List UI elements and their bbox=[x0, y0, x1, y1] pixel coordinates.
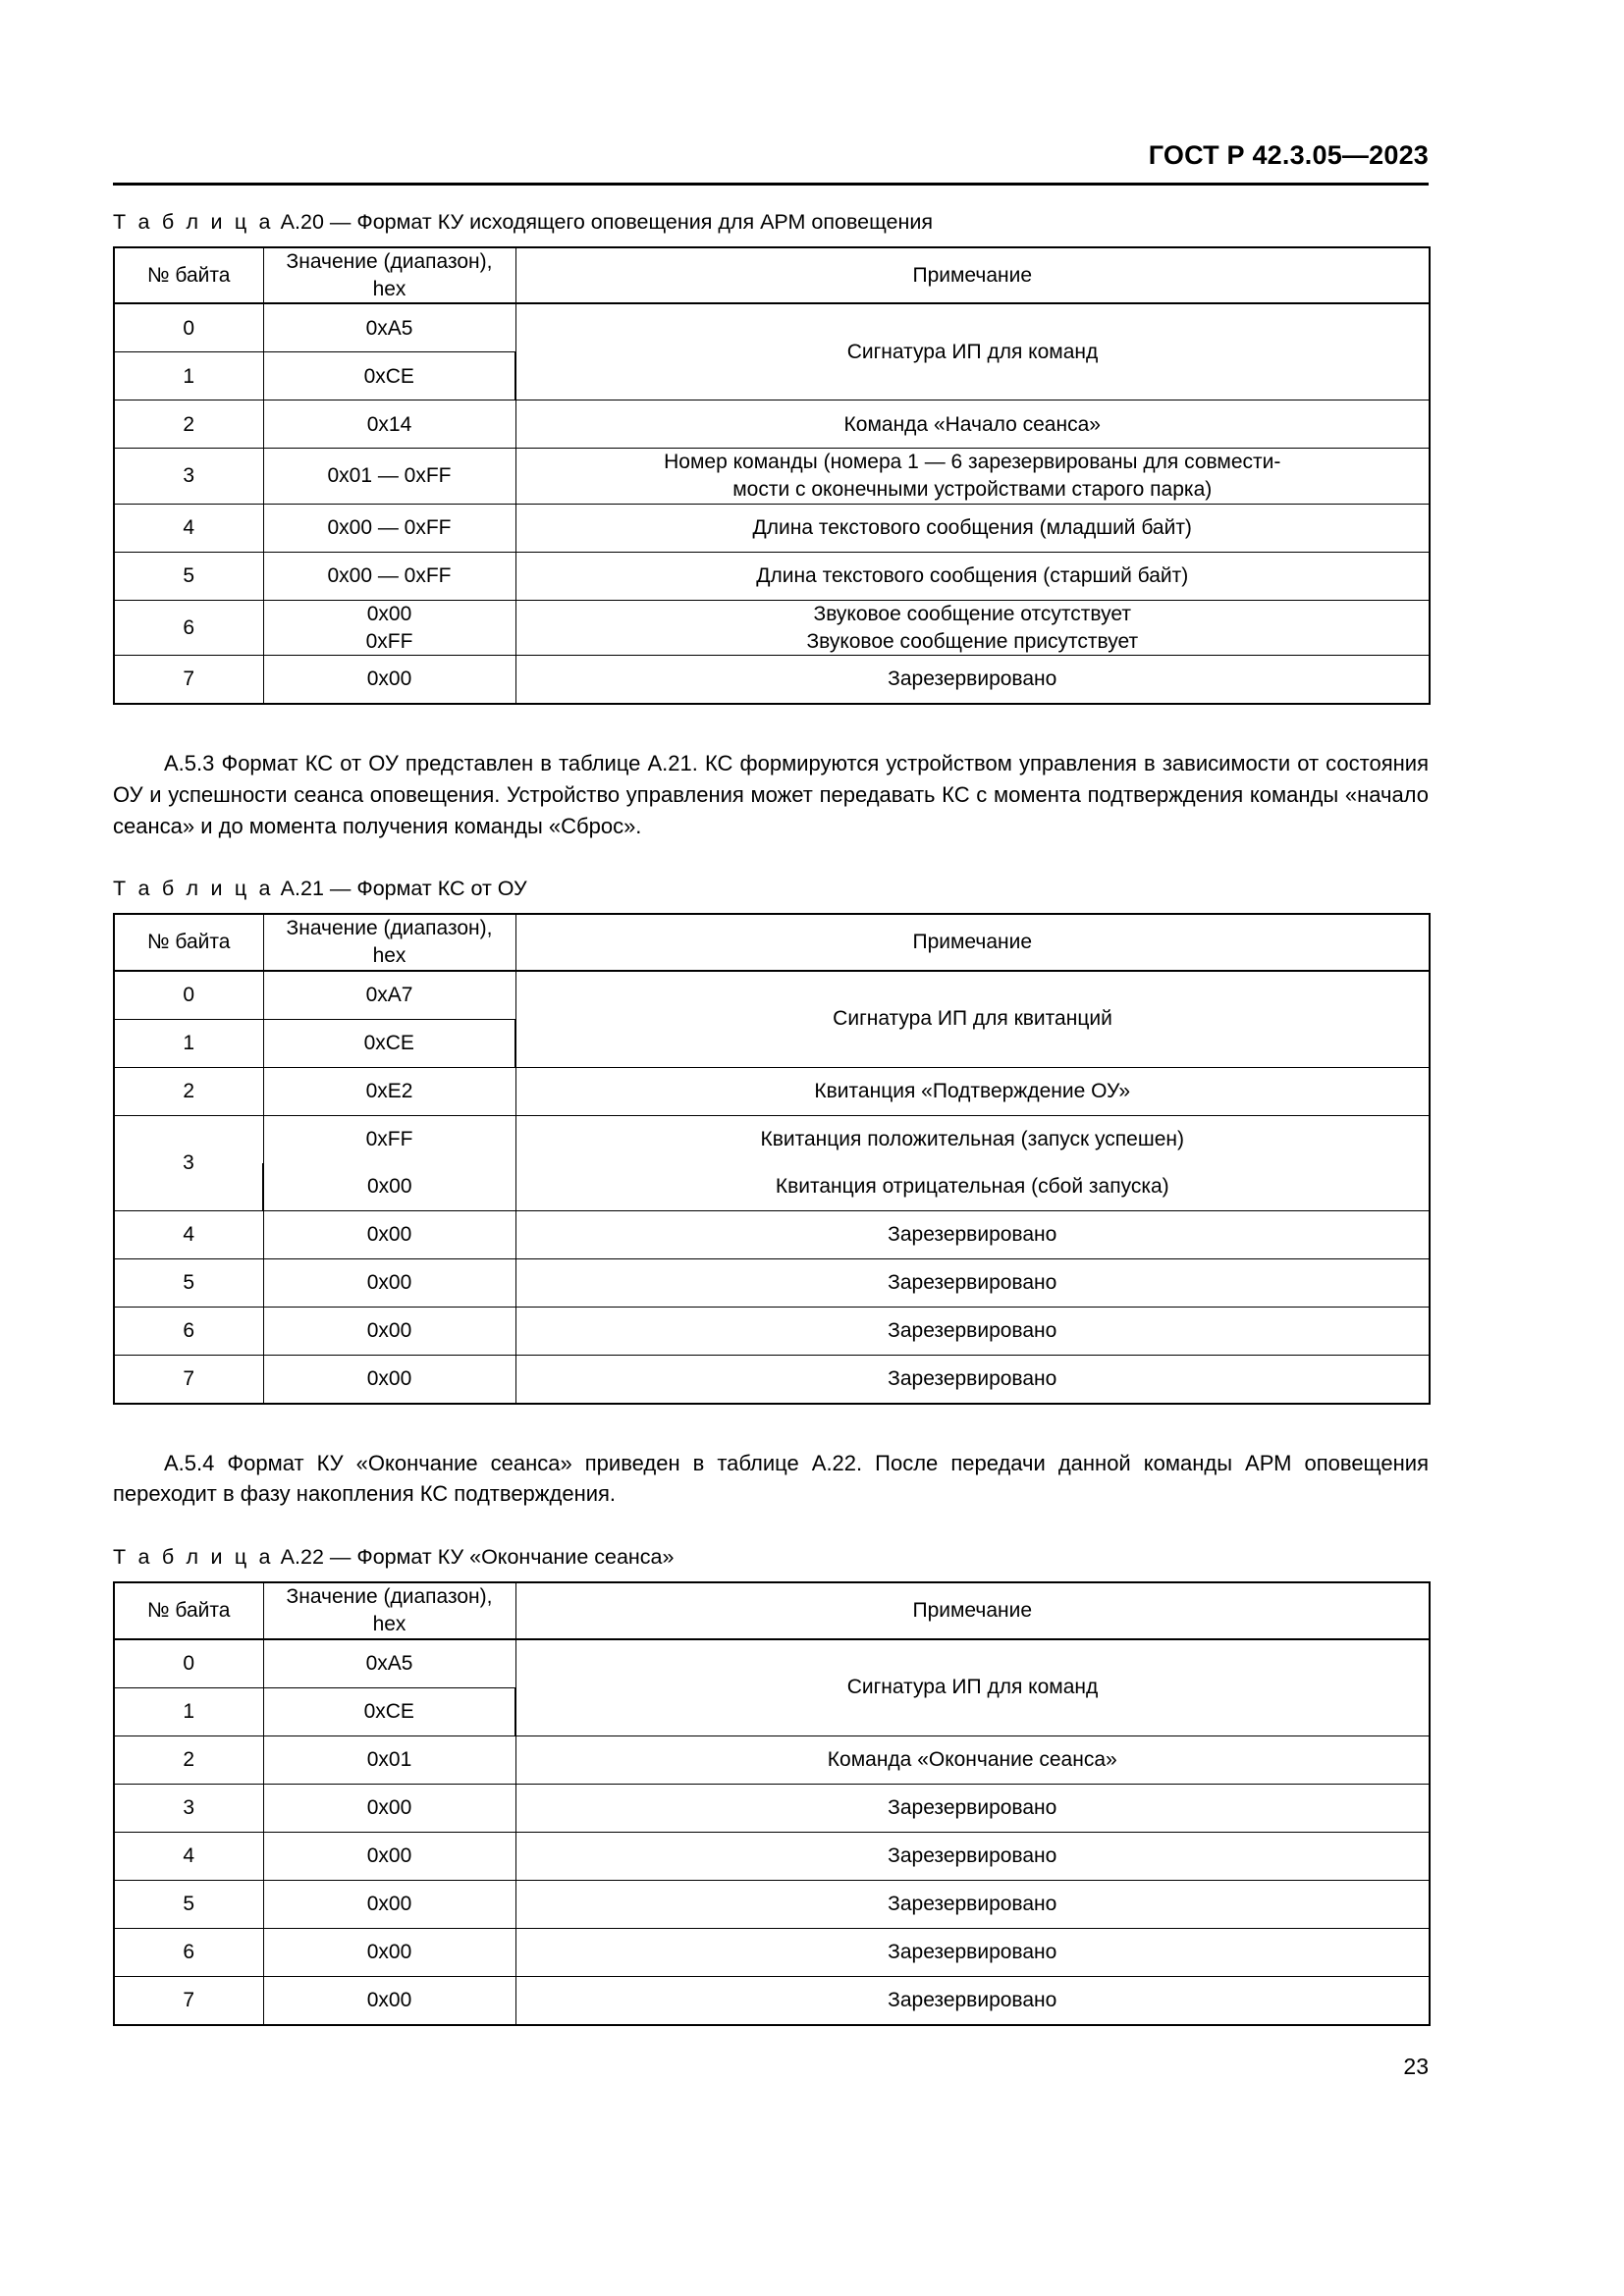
cell-value: 0x00 bbox=[263, 1307, 515, 1355]
page-content bbox=[113, 210, 1429, 2026]
table-a22-caption-title: Формат КУ «Окончание сеанса» bbox=[356, 1545, 675, 1570]
table-a20-caption-title: Формат КУ исходящего оповещения для АРМ оповещения bbox=[356, 210, 934, 234]
table-a20 bbox=[113, 246, 1431, 705]
cell-note: Сигнатура ИП для команд bbox=[515, 1639, 1430, 1736]
cell-value: 0xA5 bbox=[263, 303, 515, 352]
table-a21-caption-dash: — bbox=[329, 877, 352, 901]
cell-byte: 0 bbox=[114, 303, 263, 352]
cell-note: Зарезервировано bbox=[515, 1928, 1430, 1976]
cell-note-line-2: Звуковое сообщение присутствует bbox=[806, 629, 1139, 653]
cell-value: 0xCE bbox=[263, 352, 515, 400]
table-row bbox=[114, 1928, 1430, 1976]
cell-byte: 2 bbox=[114, 1735, 263, 1784]
cell-note: Квитанция отрицательная (сбой запуска) bbox=[515, 1163, 1430, 1211]
table-a21-header-row bbox=[114, 914, 1430, 970]
table-a20-caption-number: А.20 bbox=[280, 210, 324, 234]
cell-byte: 6 bbox=[114, 600, 263, 655]
table-a22 bbox=[113, 1581, 1431, 2025]
cell-byte: 4 bbox=[114, 1832, 263, 1880]
cell-value: 0x00 — 0xFF bbox=[263, 504, 515, 552]
table-a21-col-note: Примечание bbox=[515, 914, 1430, 970]
cell-value: 0xA5 bbox=[263, 1639, 515, 1688]
table-a20-col-value: Значение (диапазон), hex bbox=[263, 247, 515, 303]
cell-byte: 0 bbox=[114, 971, 263, 1020]
cell-byte: 1 bbox=[114, 1687, 263, 1735]
cell-note: Длина текстового сообщения (старший байт) bbox=[515, 552, 1430, 600]
table-a22-caption-label: Т а б л и ц а bbox=[113, 1545, 274, 1570]
cell-note-line-1: Номер команды (номера 1 — 6 зарезервированы для совмести- bbox=[664, 451, 1281, 474]
table-row bbox=[114, 1115, 1430, 1163]
table-a21-caption bbox=[113, 877, 1429, 901]
cell-note: Зарезервировано bbox=[515, 1784, 1430, 1832]
cell-value: 0xCE bbox=[263, 1687, 515, 1735]
cell-byte: 7 bbox=[114, 656, 263, 705]
running-head: ГОСТ Р 42.3.05—2023 bbox=[1148, 140, 1429, 170]
table-row bbox=[114, 971, 1430, 1020]
cell-note: Квитанция положительная (запуск успешен) bbox=[515, 1115, 1430, 1163]
table-row bbox=[114, 1355, 1430, 1404]
table-a22-col-byte: № байта bbox=[114, 1582, 263, 1638]
table-a21-col-value: Значение (диапазон), hex bbox=[263, 914, 515, 970]
cell-byte: 3 bbox=[114, 1784, 263, 1832]
cell-value: 0x00 bbox=[263, 1928, 515, 1976]
cell-note: Зарезервировано bbox=[515, 656, 1430, 705]
cell-value: 0x00 bbox=[263, 1880, 515, 1928]
cell-note bbox=[515, 600, 1430, 655]
table-row bbox=[114, 1832, 1430, 1880]
cell-note bbox=[515, 449, 1430, 504]
table-a20-caption-dash: — bbox=[329, 210, 352, 234]
cell-value-line-1: 0x00 bbox=[366, 602, 412, 625]
table-a21-caption-title: Формат КС от ОУ bbox=[356, 877, 527, 901]
table-a20-header-row bbox=[114, 247, 1430, 303]
spacer bbox=[113, 705, 1429, 748]
cell-note: Сигнатура ИП для команд bbox=[515, 303, 1430, 400]
table-a21 bbox=[113, 913, 1431, 1404]
table-row bbox=[114, 449, 1430, 504]
table-a20-col-note: Примечание bbox=[515, 247, 1430, 303]
table-row bbox=[114, 1258, 1430, 1307]
cell-byte: 1 bbox=[114, 352, 263, 400]
table-a21-col-byte: № байта bbox=[114, 914, 263, 970]
cell-note: Зарезервировано bbox=[515, 1976, 1430, 2025]
cell-value-line-2: 0xFF bbox=[365, 629, 413, 653]
cell-value: 0x00 bbox=[263, 1784, 515, 1832]
cell-byte: 7 bbox=[114, 1355, 263, 1404]
spacer bbox=[113, 1405, 1429, 1448]
cell-value: 0xA7 bbox=[263, 971, 515, 1020]
cell-note: Команда «Окончание сеанса» bbox=[515, 1735, 1430, 1784]
cell-byte: 7 bbox=[114, 1976, 263, 2025]
cell-note: Квитанция «Подтверждение ОУ» bbox=[515, 1067, 1430, 1115]
cell-value: 0x00 — 0xFF bbox=[263, 552, 515, 600]
paragraph-a53: А.5.3 Формат КС от ОУ представлен в таблице А.21. КС формируются устройством управления в зависимости от состояния ОУ и успешности сеанса оповещения. Устройство управления может передавать КС с момента подтверждения команды «начало сеанса» и до момента получения команды «Сброс». bbox=[113, 751, 1429, 838]
table-row bbox=[114, 1735, 1430, 1784]
cell-byte: 5 bbox=[114, 1880, 263, 1928]
table-a21-caption-label: Т а б л и ц а bbox=[113, 877, 274, 901]
header-divider bbox=[113, 183, 1429, 186]
table-row bbox=[114, 1880, 1430, 1928]
cell-value: 0x00 bbox=[263, 1210, 515, 1258]
cell-value: 0x14 bbox=[263, 400, 515, 449]
table-row bbox=[114, 1067, 1430, 1115]
table-row bbox=[114, 1784, 1430, 1832]
table-a22-caption-dash: — bbox=[329, 1545, 352, 1570]
cell-value: 0x00 bbox=[263, 1355, 515, 1404]
cell-note: Зарезервировано bbox=[515, 1210, 1430, 1258]
table-a22-col-note: Примечание bbox=[515, 1582, 1430, 1638]
cell-note: Зарезервировано bbox=[515, 1258, 1430, 1307]
table-a20-caption bbox=[113, 210, 1429, 235]
cell-note: Зарезервировано bbox=[515, 1832, 1430, 1880]
cell-note: Длина текстового сообщения (младший байт) bbox=[515, 504, 1430, 552]
table-row bbox=[114, 1976, 1430, 2025]
cell-byte: 5 bbox=[114, 552, 263, 600]
table-row bbox=[114, 504, 1430, 552]
cell-note: Зарезервировано bbox=[515, 1355, 1430, 1404]
cell-value: 0x00 bbox=[263, 1258, 515, 1307]
cell-value: 0x01 — 0xFF bbox=[263, 449, 515, 504]
cell-note: Сигнатура ИП для квитанций bbox=[515, 971, 1430, 1068]
table-row bbox=[114, 656, 1430, 705]
table-row bbox=[114, 1307, 1430, 1355]
spacer bbox=[113, 841, 1429, 877]
cell-value bbox=[263, 600, 515, 655]
cell-value: 0xFF bbox=[263, 1115, 515, 1163]
cell-byte: 5 bbox=[114, 1258, 263, 1307]
page-number: 23 bbox=[1403, 2054, 1429, 2079]
table-row bbox=[114, 1163, 1430, 1211]
paragraph-a54: А.5.4 Формат КУ «Окончание сеанса» приведен в таблице А.22. После передачи данной команды АРМ оповещения переходит в фазу накопления КС подтверждения. bbox=[113, 1450, 1429, 1507]
table-a21-caption-number: А.21 bbox=[280, 877, 324, 901]
cell-byte: 2 bbox=[114, 1067, 263, 1115]
table-row bbox=[114, 600, 1430, 655]
cell-byte: 2 bbox=[114, 400, 263, 449]
spacer bbox=[113, 1510, 1429, 1545]
table-a22-caption-number: А.22 bbox=[280, 1545, 324, 1570]
cell-byte: 6 bbox=[114, 1928, 263, 1976]
table-row bbox=[114, 552, 1430, 600]
cell-note-line-2: мости с оконечными устройствами старого парка) bbox=[732, 478, 1213, 502]
table-row bbox=[114, 400, 1430, 449]
cell-note: Зарезервировано bbox=[515, 1880, 1430, 1928]
cell-byte: 4 bbox=[114, 504, 263, 552]
table-a22-header-row bbox=[114, 1582, 1430, 1638]
table-a20-caption-label: Т а б л и ц а bbox=[113, 210, 274, 234]
cell-value: 0xE2 bbox=[263, 1067, 515, 1115]
cell-value: 0xCE bbox=[263, 1019, 515, 1067]
cell-byte: 1 bbox=[114, 1019, 263, 1067]
cell-value: 0x00 bbox=[263, 1163, 515, 1211]
cell-byte: 3 bbox=[114, 449, 263, 504]
cell-byte: 6 bbox=[114, 1307, 263, 1355]
table-row bbox=[114, 1210, 1430, 1258]
table-a20-col-byte: № байта bbox=[114, 247, 263, 303]
cell-value: 0x00 bbox=[263, 1832, 515, 1880]
cell-note: Команда «Начало сеанса» bbox=[515, 400, 1430, 449]
cell-byte: 4 bbox=[114, 1210, 263, 1258]
cell-byte: 3 bbox=[114, 1115, 263, 1210]
cell-value: 0x00 bbox=[263, 1976, 515, 2025]
table-a22-col-value: Значение (диапазон), hex bbox=[263, 1582, 515, 1638]
table-a22-caption bbox=[113, 1545, 1429, 1570]
table-row bbox=[114, 1639, 1430, 1688]
cell-note-line-1: Звуковое сообщение отсутствует bbox=[813, 602, 1131, 625]
cell-value: 0x00 bbox=[263, 656, 515, 705]
table-row bbox=[114, 303, 1430, 352]
cell-note: Зарезервировано bbox=[515, 1307, 1430, 1355]
cell-byte: 0 bbox=[114, 1639, 263, 1688]
cell-value: 0x01 bbox=[263, 1735, 515, 1784]
